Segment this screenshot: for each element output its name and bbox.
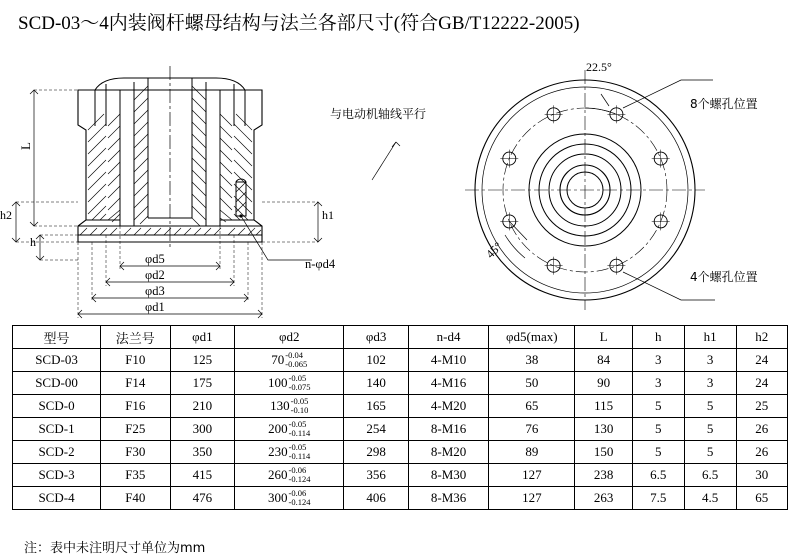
cell-h: 5: [632, 395, 684, 418]
cell-h1: 5: [684, 395, 736, 418]
cell-flange: F14: [101, 372, 171, 395]
dim-label-h: h: [30, 235, 36, 249]
cell-n-d4: 8-M36: [408, 487, 488, 510]
cell-n-d4: 4-M20: [408, 395, 488, 418]
cell-flange: F30: [101, 441, 171, 464]
cell-d5: 38: [489, 349, 575, 372]
cell-h: 3: [632, 349, 684, 372]
table-row: [13, 395, 788, 418]
cell-d5: 76: [489, 418, 575, 441]
table-row: [13, 372, 788, 395]
cell-h: 7.5: [632, 487, 684, 510]
dim-label-d1: φd1: [145, 300, 165, 314]
col-h: h: [632, 326, 684, 349]
cell-flange: F40: [101, 487, 171, 510]
cell-d3: 140: [344, 372, 408, 395]
table-row: [13, 441, 788, 464]
table-header-row: [13, 326, 788, 349]
cell-flange: F16: [101, 395, 171, 418]
cell-d3: 254: [344, 418, 408, 441]
cell-d1: 300: [170, 418, 234, 441]
col-n-d4: n-d4: [408, 326, 488, 349]
cell-L: 150: [575, 441, 632, 464]
cell-n-d4: 4-M10: [408, 349, 488, 372]
cell-h1: 4.5: [684, 487, 736, 510]
table-row: [13, 487, 788, 510]
cell-flange: F25: [101, 418, 171, 441]
cell-n-d4: 8-M20: [408, 441, 488, 464]
cell-d5: 50: [489, 372, 575, 395]
cell-d2: 130 -0.05 -0.10: [235, 395, 344, 418]
cell-d5: 65: [489, 395, 575, 418]
cell-d1: 125: [170, 349, 234, 372]
cell-h: 6.5: [632, 464, 684, 487]
cell-d2: 260 -0.06 -0.124: [235, 464, 344, 487]
cell-h: 3: [632, 372, 684, 395]
cell-n-d4: 4-M16: [408, 372, 488, 395]
cell-h2: 65: [736, 487, 787, 510]
dim-label-d3: φd3: [145, 284, 165, 298]
spec-table: [12, 325, 788, 510]
table-row: [13, 418, 788, 441]
label-n-d4: n-φd4: [305, 257, 336, 271]
cell-h1: 6.5: [684, 464, 736, 487]
col-L: L: [575, 326, 632, 349]
cell-model: SCD-0: [13, 395, 101, 418]
cell-d1: 415: [170, 464, 234, 487]
cell-d5: 89: [489, 441, 575, 464]
col-flange: 法兰号: [101, 326, 171, 349]
cell-h2: 25: [736, 395, 787, 418]
cell-d3: 165: [344, 395, 408, 418]
cell-n-d4: 8-M30: [408, 464, 488, 487]
col-h1: h1: [684, 326, 736, 349]
col-d2: φd2: [235, 326, 344, 349]
technical-drawing: [0, 30, 800, 320]
cell-d2: 70 -0.04 -0.065: [235, 349, 344, 372]
cell-L: 238: [575, 464, 632, 487]
label-8-bolt-holes: 8个螺孔位置: [690, 97, 758, 111]
cell-d5: 127: [489, 487, 575, 510]
table-row: [13, 464, 788, 487]
cell-h2: 26: [736, 441, 787, 464]
dim-label-h1: h1: [322, 208, 334, 222]
cell-d1: 210: [170, 395, 234, 418]
cell-d1: 175: [170, 372, 234, 395]
dim-label-d5: φd5: [145, 252, 165, 266]
cell-flange: F35: [101, 464, 171, 487]
table-body: [13, 349, 788, 510]
cell-h2: 26: [736, 418, 787, 441]
cell-h2: 24: [736, 349, 787, 372]
drawing-svg: [0, 30, 800, 320]
cell-model: SCD-3: [13, 464, 101, 487]
label-4-bolt-holes: 4个螺孔位置: [690, 270, 758, 284]
cell-d1: 476: [170, 487, 234, 510]
col-d5-max: φd5(max): [489, 326, 575, 349]
cell-h1: 3: [684, 349, 736, 372]
cell-d5: 127: [489, 464, 575, 487]
cell-d3: 298: [344, 441, 408, 464]
cell-d2: 300 -0.06 -0.124: [235, 487, 344, 510]
page-title: SCD-03～4内装阀杆螺母结构与法兰各部尺寸(符合GB/T12222-2005): [18, 13, 580, 34]
cell-d3: 102: [344, 349, 408, 372]
col-d1: φd1: [170, 326, 234, 349]
cell-L: 84: [575, 349, 632, 372]
cell-d1: 350: [170, 441, 234, 464]
cell-d2: 230 -0.05 -0.114: [235, 441, 344, 464]
cell-L: 90: [575, 372, 632, 395]
label-parallel-to-motor-axis: 与电动机轴线平行: [330, 107, 427, 121]
cell-n-d4: 8-M16: [408, 418, 488, 441]
cell-model: SCD-4: [13, 487, 101, 510]
cell-d3: 406: [344, 487, 408, 510]
col-h2: h2: [736, 326, 787, 349]
label-angle-22-5: 22.5°: [586, 60, 612, 74]
cell-h2: 30: [736, 464, 787, 487]
dim-label-L: L: [18, 142, 33, 150]
cell-d3: 356: [344, 464, 408, 487]
cell-h: 5: [632, 441, 684, 464]
cell-model: SCD-03: [13, 349, 101, 372]
cell-d2: 100 -0.05 -0.075: [235, 372, 344, 395]
cell-h1: 5: [684, 418, 736, 441]
dim-label-d2: φd2: [145, 268, 165, 282]
cell-L: 115: [575, 395, 632, 418]
cell-h2: 24: [736, 372, 787, 395]
dim-label-h2: h2: [0, 208, 12, 222]
cell-model: SCD-00: [13, 372, 101, 395]
cell-model: SCD-2: [13, 441, 101, 464]
cell-L: 130: [575, 418, 632, 441]
table-note: 注：表中未注明尺寸单位为mm: [24, 541, 206, 556]
label-angle-45: 45°: [483, 239, 505, 262]
col-model: 型号: [13, 326, 101, 349]
cell-h1: 5: [684, 441, 736, 464]
cell-L: 263: [575, 487, 632, 510]
col-d3: φd3: [344, 326, 408, 349]
cell-model: SCD-1: [13, 418, 101, 441]
table-row: [13, 349, 788, 372]
cell-d2: 200 -0.05 -0.114: [235, 418, 344, 441]
cell-flange: F10: [101, 349, 171, 372]
cell-h: 5: [632, 418, 684, 441]
cell-h1: 3: [684, 372, 736, 395]
